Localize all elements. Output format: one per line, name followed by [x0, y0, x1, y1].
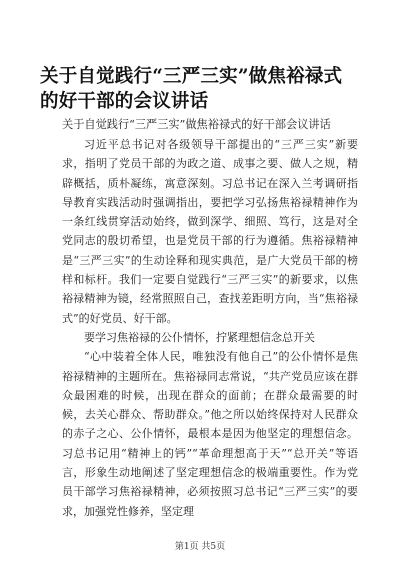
body-paragraph: “心中装着全体人民，唯独没有他自己”的公仆情怀是焦裕禄精神的主题所在。焦裕禄同志常说，“共产党员应该在群众最困难的时候，出现在群众的面前；在群众最需要的时候，去关心群众、帮助群众。”他之所以始终保持对人民群众的赤子之心、公仆情怀，最根本是因为他坚定的理想信念。习总书记用“精神上的钙”“革命理想高于天”“总开关”等语言，形象生动地阐述了坚定理想信念的极端重要性。作为党员干部学习焦裕禄精神，必须按照习总书记“三严三实”的要求，加强党性修养，坚定理: [62, 350, 358, 518]
document-subtitle: 关于自觉践行“三严三实”做焦裕禄式的好干部会议讲话: [62, 118, 331, 131]
document-title: 关于自觉践行“三严三实”做焦裕禄式的好干部的会议讲话: [40, 66, 343, 112]
body-paragraph: 习近平总书记对各级领导干部提出的“三严三实”新要求，指明了党员干部的为政之道、成事之要、做人之规，精辟概括，质朴凝练，寓意深刻。习总书记在深入兰考调研指导教育实践活动时强调指出，要把学习弘扬焦裕禄精神作为一条红线贯穿活动始终，做到深学、细照、笃行，这是对全党同志的殷切希望，也是党员干部的行为遵循。焦裕禄精神是“三严三实”的生动诠释和现实典范，是广大党员干部的榜样和标杆。我们一定要自觉践行“三严三实”的新要求，以焦裕禄精神为镜，经常照照自己，查找差距明方向，当“焦裕禄式”的好党员、好干部。: [62, 138, 358, 325]
document-body: [62, 135, 358, 521]
page-number-footer: 第1页 共5页: [174, 542, 226, 552]
section-heading: 要学习焦裕禄的公仆情怀，拧紧理想信念总开关: [84, 330, 315, 344]
